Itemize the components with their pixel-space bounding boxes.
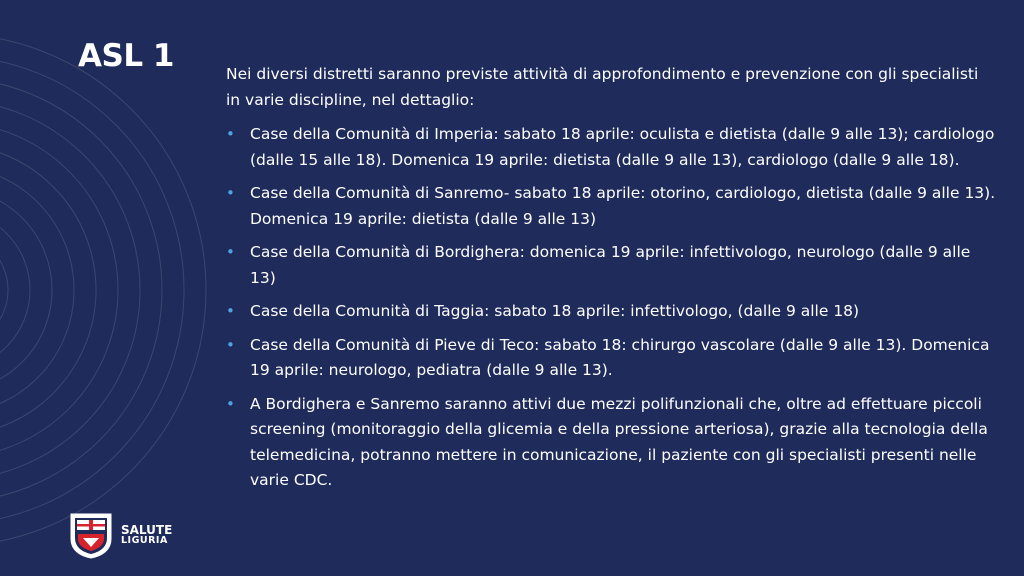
- bullet-icon: •: [226, 394, 235, 413]
- list-item: [226, 392, 996, 494]
- list-item: [226, 240, 996, 291]
- list-item: [226, 333, 996, 384]
- list-item-text: A Bordighera e Sanremo saranno attivi due mezzi polifunzionali che, oltre ad effettuare piccoli screening (monitoraggio della glicemia e della pressione arteriosa), grazie alla tecnologia della telemedicina, potranno mettere in comunicazione, il paziente con gli specialisti presenti nelle varie CDC.: [250, 394, 988, 489]
- content-body: [226, 62, 996, 502]
- bullet-icon: •: [226, 125, 235, 143]
- salute-liguria-logo: [69, 511, 172, 559]
- list-item-text: Case della Comunità di Pieve di Teco: sabato 18: chirurgo vascolare (dalle 9 alle 13). Domenica 19 aprile: neurologo, pediatra (dalle 9 alle 13).: [250, 335, 990, 379]
- bullet-icon: •: [226, 302, 235, 320]
- intro-paragraph: Nei diversi distretti saranno previste attività di approfondimento e prevenzione con gli specialisti in varie discipline, nel dettaglio:: [226, 65, 979, 109]
- list-item: [226, 122, 996, 173]
- list-item-text: Case della Comunità di Sanremo- sabato 18 aprile: otorino, cardiologo, dietista (dalle 9 alle 13). Domenica 19 aprile: dietista (dalle 9 alle 13): [250, 184, 996, 228]
- logo-line-2: LIGURIA: [121, 535, 168, 547]
- list-item: [226, 299, 996, 325]
- list-item-text: Case della Comunità di Imperia: sabato 18 aprile: oculista e dietista (dalle 9 alle 13); cardiologo (dalle 15 alle 18). Domenica 19 aprile: dietista (dalle 9 alle 13), cardiologo (dalle 9 alle 18).: [250, 125, 995, 169]
- list-item-text: Case della Comunità di Taggia: sabato 18 aprile: infettivologo, (dalle 9 alle 18): [250, 302, 860, 320]
- list-item-text: Case della Comunità di Bordighera: domenica 19 aprile: infettivologo, neurologo (dalle 9 alle 13): [250, 243, 971, 287]
- bullet-icon: •: [226, 184, 235, 202]
- bullet-list: [226, 122, 996, 494]
- logo-wordmark: [121, 524, 172, 547]
- bullet-icon: •: [226, 243, 235, 261]
- slide-title: ASL 1: [78, 38, 174, 74]
- list-item: [226, 181, 996, 232]
- logo-line-1: SALUTE: [121, 522, 173, 537]
- bullet-icon: •: [226, 335, 235, 354]
- liguria-shield-icon: [69, 511, 113, 559]
